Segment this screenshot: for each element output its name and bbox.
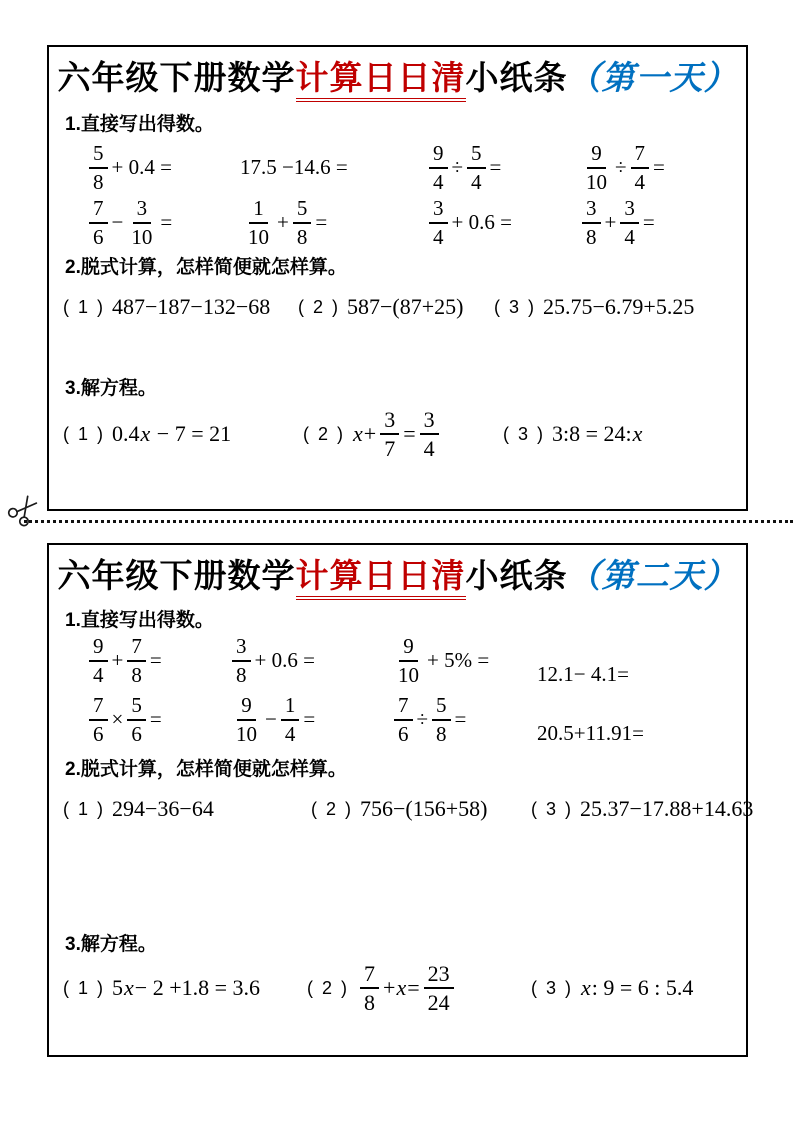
problem-label: ( 1 ) — [63, 296, 106, 317]
written-calculation-problems — [49, 789, 754, 829]
problem-expression — [112, 294, 270, 320]
math-text: 294−36−64 — [112, 796, 214, 821]
fraction: $\frac{1}{4}$ — [281, 694, 300, 744]
problem-label: ( 2 ) — [311, 798, 354, 819]
math-text: + 0.6 = — [451, 210, 512, 234]
math-text: + 0.4 = — [111, 155, 172, 179]
math-text: 0.4 — [112, 421, 140, 446]
mental-problem — [228, 693, 390, 746]
mental-problem — [85, 634, 228, 687]
problem-expression — [356, 962, 458, 1014]
problem-label: ( 1 ) — [63, 423, 106, 444]
math-text: + 0.6 = — [254, 648, 315, 672]
variable: x — [353, 421, 363, 446]
math-text: ÷ — [416, 707, 429, 731]
math-text: − — [111, 210, 124, 234]
mental-problem — [228, 634, 390, 687]
problem-label: ( 3 ) — [503, 423, 546, 444]
fraction: $\frac{23}{24}$ — [424, 962, 454, 1014]
fraction: $\frac{9}{10}$ — [586, 141, 607, 194]
mental-problem — [425, 140, 578, 195]
worksheet-title — [49, 550, 746, 597]
equation-problem — [531, 975, 693, 1001]
mental-problem — [578, 140, 746, 195]
title-day-label: （第一天） — [567, 61, 738, 97]
variable: x — [632, 421, 643, 446]
math-text: − 2 +1.8 = 3.6 — [134, 975, 261, 1000]
mental-problem — [578, 195, 746, 250]
problem-label: ( 1 ) — [63, 798, 106, 819]
fraction: $\frac{7}{6}$ — [89, 694, 108, 744]
written-problem — [531, 796, 753, 822]
problem-expression — [112, 421, 231, 447]
mental-problem — [537, 634, 746, 693]
section-2-heading: 2.脱式计算，怎样简便就怎样算。 — [65, 759, 347, 780]
equation-problem — [63, 975, 307, 1001]
written-problem — [63, 796, 311, 822]
problem-label: ( 3 ) — [531, 798, 574, 819]
problem-expression — [552, 421, 643, 447]
variable: x — [396, 975, 407, 1000]
problem-label: ( 2 ) — [307, 977, 350, 998]
math-text: = — [642, 210, 655, 234]
problem-label: ( 3 ) — [494, 296, 537, 317]
fraction: $\frac{3}{4}$ — [429, 197, 448, 247]
fraction: $\frac{5}{6}$ — [127, 694, 146, 744]
written-problem — [311, 796, 531, 822]
math-text: 3:8 = 24: — [552, 421, 632, 446]
fraction: $\frac{7}{4}$ — [631, 142, 650, 192]
title-highlight: 计算日日清 — [296, 59, 466, 102]
section-2-heading: 2.脱式计算，怎样简便就怎样算。 — [65, 257, 347, 278]
math-text: = — [160, 210, 173, 234]
math-text: 25.75−6.79+5.25 — [543, 294, 695, 319]
math-text: = — [315, 210, 328, 234]
math-text: + — [111, 648, 124, 672]
math-text: 5 — [112, 975, 124, 1000]
fraction: $\frac{7}{8}$ — [360, 962, 379, 1014]
problem-label: ( 1 ) — [63, 977, 106, 998]
problem-label: ( 2 ) — [298, 296, 341, 317]
fraction: $\frac{9}{4}$ — [429, 142, 448, 192]
mental-problem — [390, 634, 537, 687]
math-text: : 9 = 6 : 5.4 — [591, 975, 694, 1000]
math-text: 20.5+11.91= — [537, 721, 644, 745]
math-text: 12.1− 4.1= — [537, 662, 629, 686]
math-text: = — [407, 975, 420, 1000]
math-text: ÷ — [615, 155, 627, 179]
written-problem — [63, 294, 298, 320]
math-text: = — [303, 707, 316, 731]
math-text: 25.37−17.88+14.63 — [580, 796, 754, 821]
mental-problem — [240, 140, 425, 195]
mental-problem — [390, 693, 537, 746]
math-text: − — [265, 707, 277, 731]
math-text: 587−(87+25) — [347, 294, 464, 319]
written-problem — [494, 294, 694, 320]
title-highlight: 计算日日清 — [296, 557, 466, 600]
mental-problem — [85, 693, 228, 746]
math-text: + — [277, 210, 289, 234]
math-text: + 5% = — [427, 648, 490, 672]
mental-math-grid — [49, 634, 746, 752]
fraction: $\frac{3}{10}$ — [131, 196, 153, 249]
written-problem — [298, 294, 494, 320]
math-text: 17.5 −14.6 = — [240, 155, 348, 179]
fraction: $\frac{9}{4}$ — [89, 635, 108, 685]
math-text: 756−(156+58) — [360, 796, 488, 821]
math-text: + — [363, 421, 377, 446]
title-suffix: 小纸条 — [465, 59, 568, 96]
problem-expression — [360, 796, 487, 822]
fraction: $\frac{5}{8}$ — [293, 197, 312, 247]
mental-problem — [240, 195, 425, 250]
mental-problem — [425, 195, 578, 250]
math-text: ÷ — [451, 155, 464, 179]
equation-problem — [63, 421, 303, 447]
fraction: $\frac{5}{4}$ — [467, 142, 486, 192]
math-text: = — [403, 421, 416, 446]
math-text: = — [653, 155, 665, 179]
equation-problem — [303, 408, 503, 460]
section-1-heading: 1.直接写出得数。 — [65, 114, 214, 135]
fraction: $\frac{9}{10}$ — [236, 693, 257, 746]
title-suffix: 小纸条 — [465, 557, 568, 594]
fraction: $\frac{3}{4}$ — [620, 197, 639, 247]
section-1-heading: 1.直接写出得数。 — [65, 610, 214, 631]
worksheet-day-1 — [47, 45, 748, 511]
math-text: = — [149, 707, 162, 731]
equation-problems — [49, 960, 746, 1016]
problem-expression — [580, 796, 753, 822]
variable: x — [124, 975, 134, 1000]
variable: x — [140, 421, 151, 446]
written-calculation-problems — [49, 287, 746, 327]
title-prefix: 六年级下册数学 — [57, 557, 296, 594]
problem-label: ( 2 ) — [303, 423, 346, 444]
fraction: $\frac{3}{8}$ — [582, 197, 601, 247]
scissors-icon — [2, 488, 47, 533]
section-3-heading: 3.解方程。 — [65, 934, 157, 955]
math-text: + — [383, 975, 396, 1000]
fraction: $\frac{3}{7}$ — [380, 408, 399, 460]
mental-problem — [85, 140, 240, 195]
math-text: + — [604, 210, 617, 234]
fraction: $\frac{9}{10}$ — [398, 634, 419, 687]
math-text: = — [149, 648, 162, 672]
mental-problem — [537, 693, 746, 752]
section-3-heading: 3.解方程。 — [65, 378, 157, 399]
worksheet-day-2 — [47, 543, 754, 1057]
fraction: $\frac{5}{8}$ — [89, 142, 108, 192]
fraction: $\frac{5}{8}$ — [432, 694, 451, 744]
math-text: = — [489, 155, 502, 179]
problem-expression — [347, 294, 463, 320]
problem-expression — [580, 975, 693, 1001]
fraction: $\frac{7}{8}$ — [127, 635, 146, 685]
problem-label: ( 3 ) — [531, 977, 574, 998]
problem-expression — [352, 408, 443, 460]
fraction: $\frac{7}{6}$ — [89, 197, 108, 247]
equation-problem — [307, 962, 531, 1014]
fraction: $\frac{3}{4}$ — [420, 408, 439, 460]
fraction: $\frac{1}{10}$ — [248, 196, 269, 249]
title-prefix: 六年级下册数学 — [57, 59, 296, 96]
worksheet-title — [49, 52, 746, 99]
math-text: = — [454, 707, 467, 731]
mental-problem — [85, 195, 240, 250]
math-text: × — [111, 707, 124, 731]
mental-math-grid — [49, 140, 746, 250]
equation-problems — [49, 406, 746, 462]
variable: x — [581, 975, 591, 1000]
math-text: 487−187−132−68 — [112, 294, 271, 319]
problem-expression — [112, 796, 214, 822]
cut-line — [24, 520, 793, 523]
fraction: $\frac{3}{8}$ — [232, 635, 251, 685]
title-day-label: （第二天） — [567, 559, 738, 595]
fraction: $\frac{7}{6}$ — [394, 694, 413, 744]
problem-expression — [543, 294, 694, 320]
equation-problem — [503, 421, 643, 447]
problem-expression — [112, 975, 260, 1001]
math-text: − 7 = 21 — [151, 421, 232, 446]
